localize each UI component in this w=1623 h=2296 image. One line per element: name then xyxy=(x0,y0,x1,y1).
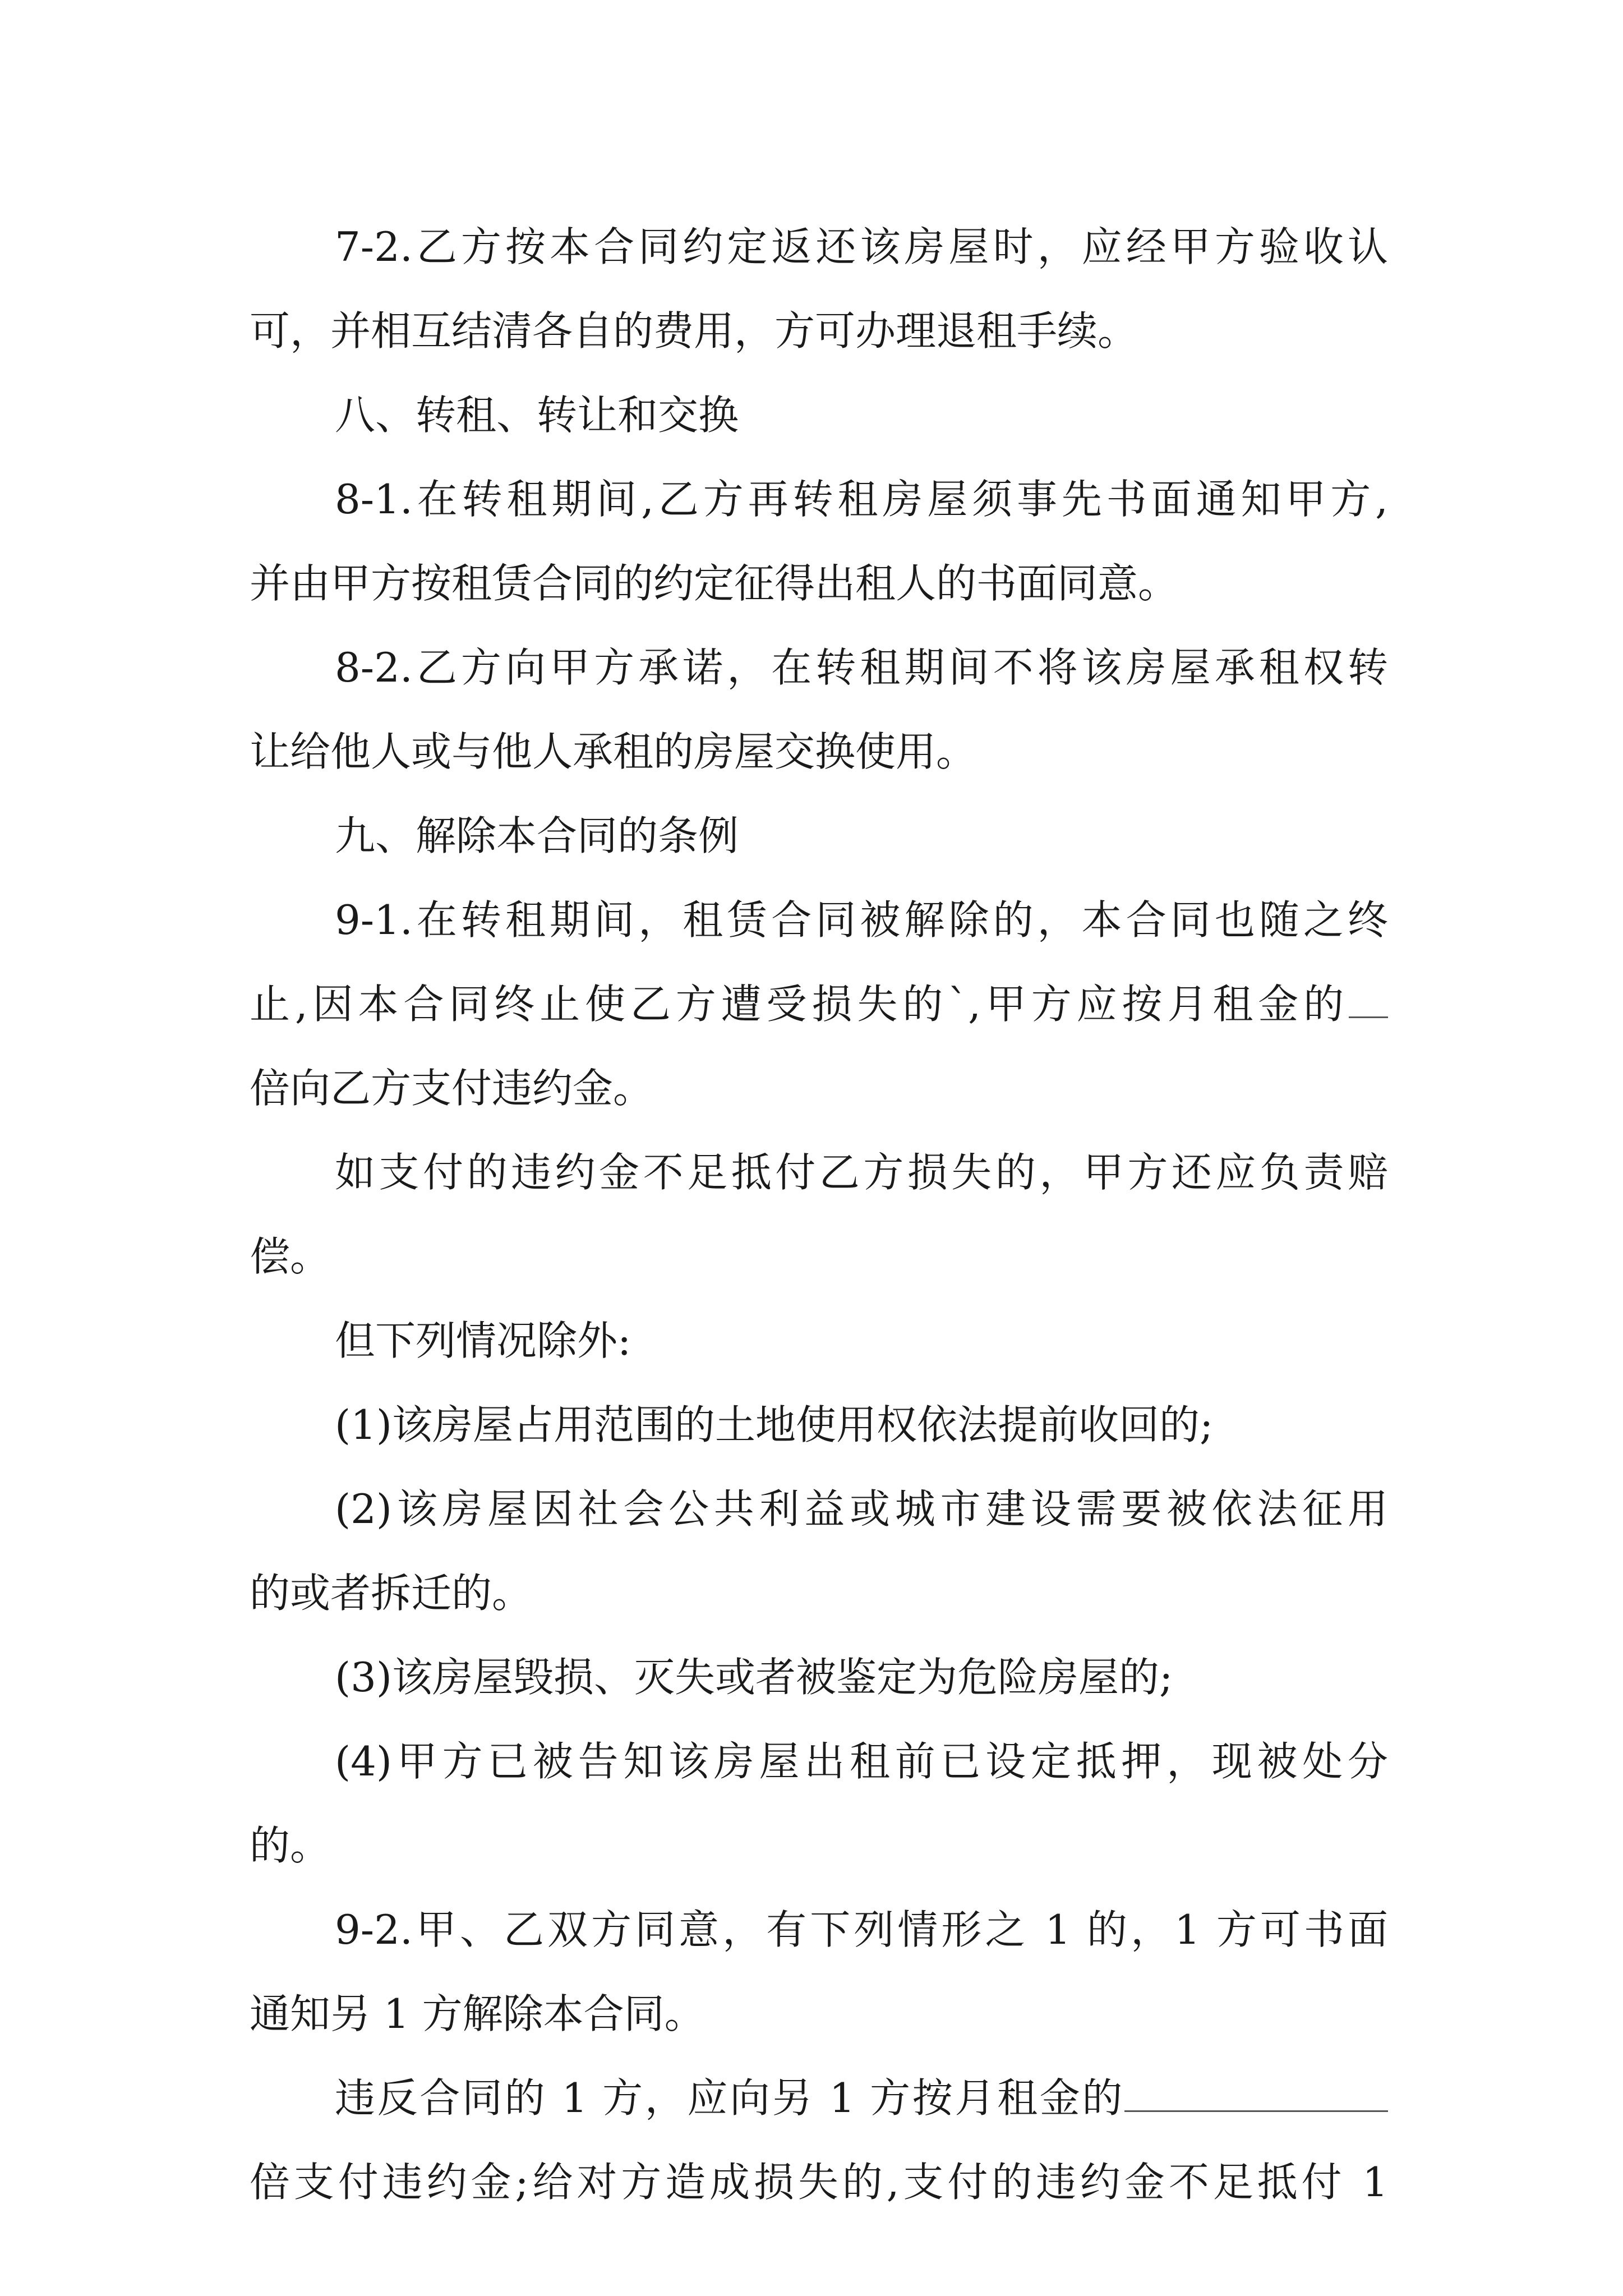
fill-in-blank xyxy=(1124,2077,1388,2112)
document-body xyxy=(250,205,1388,2224)
section-heading-8: 八、转租、转让和交换 xyxy=(335,392,739,439)
clause-9-1-line-2 xyxy=(250,962,1388,1046)
fill-in-blank xyxy=(1349,983,1388,1018)
paragraph-compensation-line-2: 偿。 xyxy=(250,1233,331,1280)
exception-2-line-1: (2)该房屋因社会公共利益或城市建设需要被依法征用 xyxy=(335,1485,1388,1533)
section-heading-9: 九、解除本合同的条例 xyxy=(335,812,739,859)
clause-9-1-line-3: 倍向乙方支付违约金。 xyxy=(250,1065,654,1112)
exception-3: (3)该房屋毁损、灭失或者被鉴定为危险房屋的; xyxy=(335,1654,1173,1701)
exception-1: (1)该房屋占用范围的土地使用权依法提前收回的; xyxy=(335,1401,1214,1448)
breach-paragraph-line-1-text: 违反合同的 1 方，应向另 1 方按月租金的 xyxy=(335,2074,1124,2122)
clause-8-2-line-2: 让给他人或与他人承租的房屋交换使用。 xyxy=(250,728,977,775)
clause-9-2-line-1: 9-2.甲、乙双方同意，有下列情形之 1 的，1 方可书面 xyxy=(335,1906,1388,1953)
clause-9-1-line-2-text: 止,因本合同终止使乙方遭受损失的`,甲方应按月租金的 xyxy=(250,981,1349,1028)
clause-8-2-line-1: 8-2.乙方向甲方承诺，在转租期间不将该房屋承租权转 xyxy=(335,644,1388,691)
breach-paragraph-line-2: 倍支付违约金;给对方造成损失的,支付的违约金不足抵付 1 xyxy=(250,2159,1388,2206)
clause-8-1-line-1: 8-1.在转租期间,乙方再转租房屋须事先书面通知甲方, xyxy=(335,476,1388,523)
exceptions-intro: 但下列情况除外: xyxy=(335,1317,631,1364)
exception-4-line-1: (4)甲方已被告知该房屋出租前已设定抵押，现被处分 xyxy=(335,1738,1388,1785)
clause-9-1-line-1: 9-1.在转租期间，租赁合同被解除的，本合同也随之终 xyxy=(335,896,1388,944)
clause-7-2-line-2: 可，并相互结清各自的费用，方可办理退租手续。 xyxy=(250,307,1138,355)
clause-9-2-line-2: 通知另 1 方解除本合同。 xyxy=(250,1990,705,2037)
exception-4-line-2: 的。 xyxy=(250,1822,331,1869)
clause-7-2-line-1: 7-2.乙方按本合同约定返还该房屋时，应经甲方验收认 xyxy=(335,223,1388,270)
paragraph-compensation-line-1: 如支付的违约金不足抵付乙方损失的，甲方还应负责赔 xyxy=(335,1149,1388,1196)
breach-paragraph-line-1 xyxy=(250,2056,1388,2140)
exception-2-line-2: 的或者拆迁的。 xyxy=(250,1570,533,1617)
clause-8-1-line-2: 并由甲方按租赁合同的约定征得出租人的书面同意。 xyxy=(250,560,1179,607)
